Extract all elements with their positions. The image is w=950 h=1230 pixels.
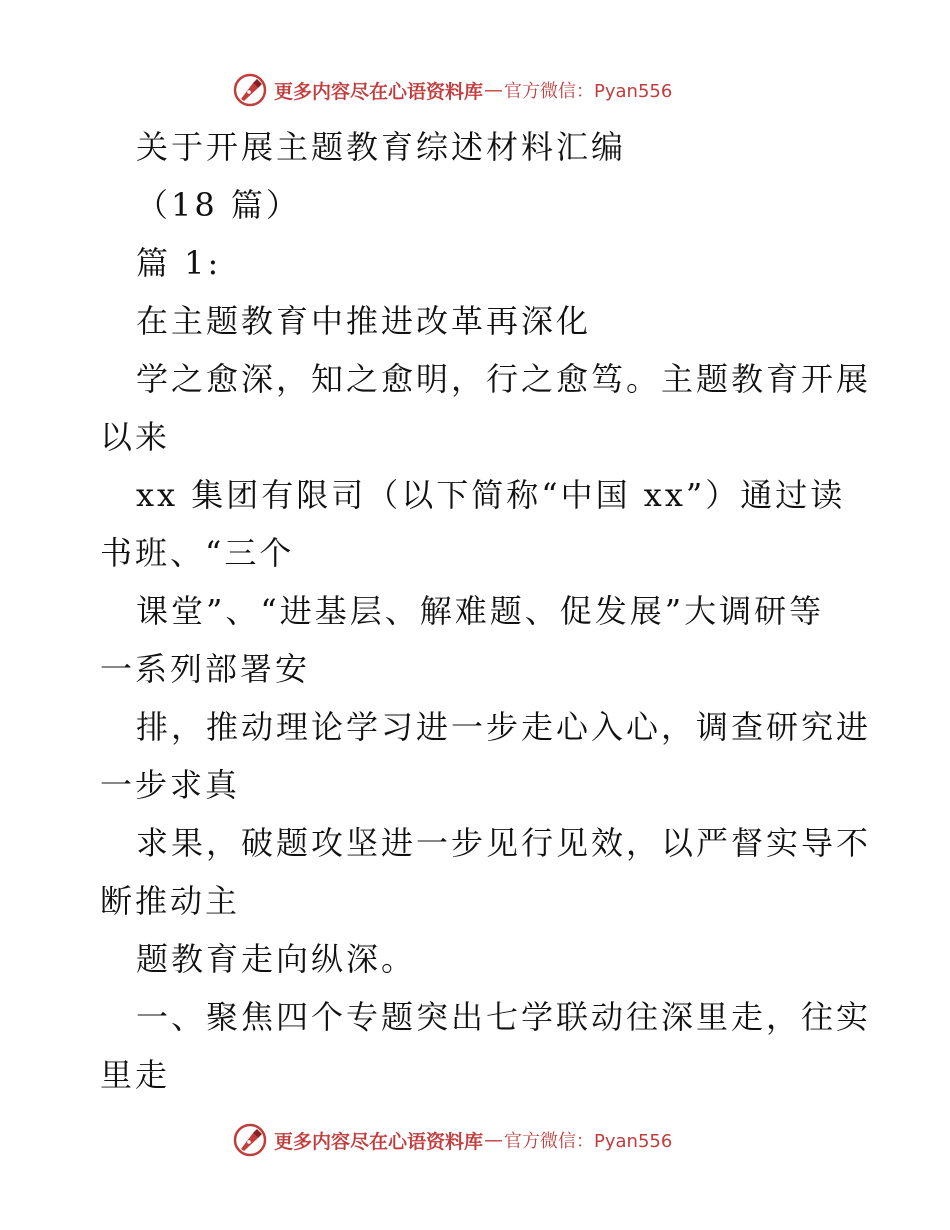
document-count: （18 篇）: [136, 186, 301, 224]
pen-nib-logo-icon: [232, 72, 268, 108]
banner-contact: 官方微信：Pyan556: [504, 1131, 673, 1152]
document-title: 关于开展主题教育综述材料汇编: [136, 128, 627, 166]
banner-separator: —: [484, 79, 504, 101]
text-line: 书班、“三个: [100, 534, 295, 572]
document-body: [100, 118, 872, 1104]
text-line: 求果，破题攻坚进一步见行见效，以严督实导不: [136, 824, 872, 862]
article-title: 在主题教育中推进改革再深化: [136, 302, 592, 340]
text-line: 一、聚焦四个专题突出七学联动往深里走，往实: [136, 998, 872, 1036]
text-line: 里走: [100, 1056, 171, 1094]
text-line: 排，推动理论学习进一步走心入心，调查研究进: [136, 708, 872, 746]
text-line: 课堂”、“进基层、解难题、促发展”大调研等: [136, 592, 825, 630]
banner-slogan: 更多内容尽在心语资料库: [274, 1130, 484, 1153]
banner-slogan: 更多内容尽在心语资料库: [274, 80, 484, 103]
text-line: 一步求真: [100, 766, 241, 804]
text-line: 题教育走向纵深。: [136, 940, 417, 978]
section-heading: 篇 1:: [136, 244, 222, 282]
text-line: 一系列部署安: [100, 650, 311, 688]
text-line: xx 集团有限司（以下简称“中国 xx”）通过读: [136, 476, 846, 514]
footer-watermark-banner: [232, 1120, 672, 1160]
pen-nib-logo-icon: [232, 1122, 268, 1158]
text-line: 学之愈深，知之愈明，行之愈笃。主题教育开展: [136, 360, 872, 398]
header-watermark-banner: [232, 70, 672, 110]
banner-contact: 官方微信：Pyan556: [504, 81, 673, 102]
text-line: 断推动主: [100, 882, 241, 920]
text-line: 以来: [100, 418, 171, 456]
banner-separator: —: [484, 1129, 504, 1151]
